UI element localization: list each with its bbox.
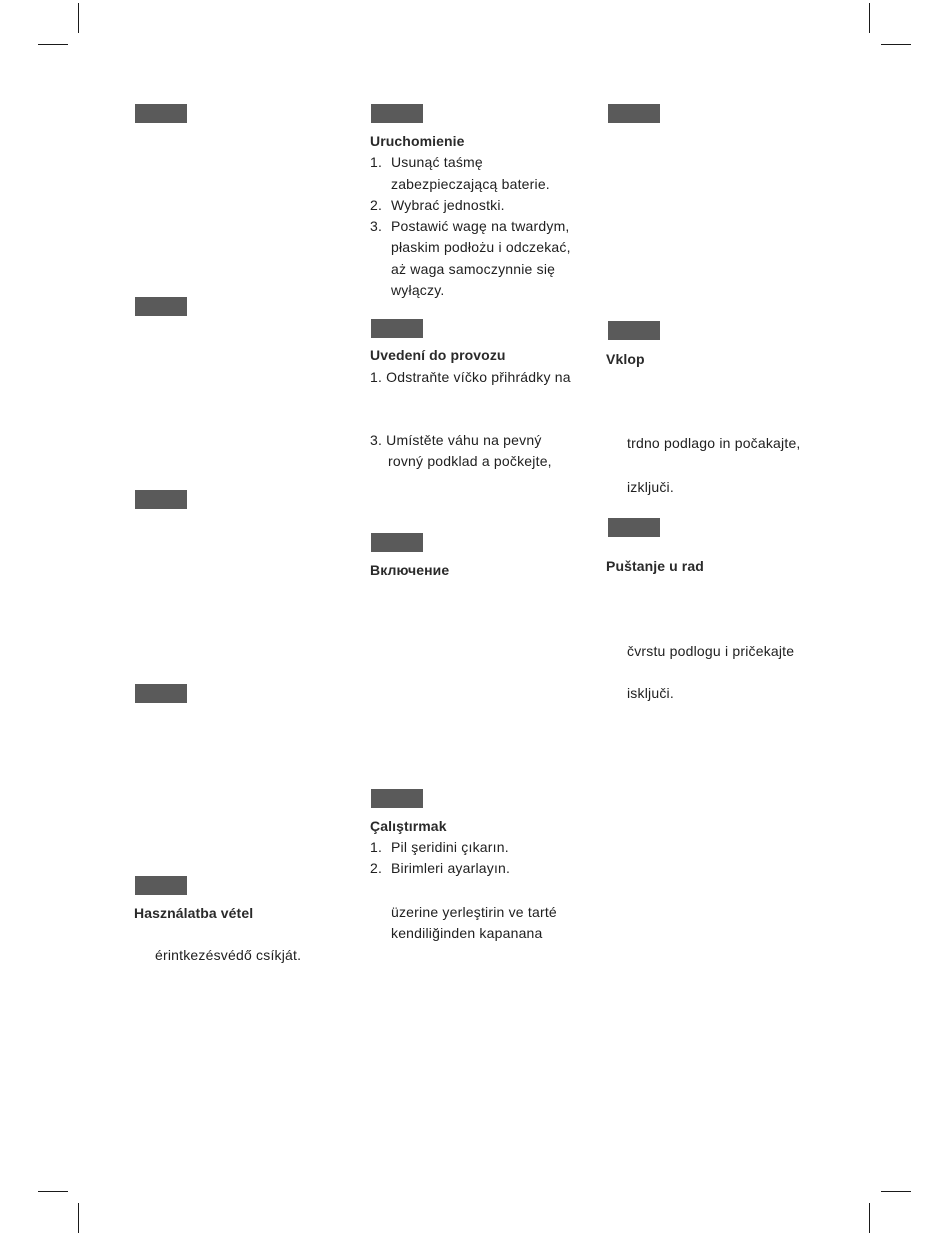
language-tab-marker — [135, 297, 187, 316]
tr-step-text: Birimleri ayarlayın. — [391, 860, 511, 876]
language-tab-marker — [371, 319, 423, 338]
language-tab-marker — [371, 789, 423, 808]
cs-text-line: 3. Umístěte váhu na pevný — [370, 432, 542, 448]
tr-step-number: 1. — [370, 839, 383, 855]
language-tab-marker — [135, 490, 187, 509]
pl-step-number: 3. — [370, 218, 383, 234]
pl-step-number: 1. — [370, 154, 383, 170]
pl-step-text: aż waga samoczynnie się — [391, 261, 556, 277]
language-tab-marker — [608, 104, 660, 123]
language-tab-marker — [371, 104, 423, 123]
cs-text-line: rovný podklad a počkejte, — [388, 453, 552, 469]
language-tab-marker — [608, 321, 660, 340]
language-tab-marker — [135, 684, 187, 703]
pl-step-text: zabezpieczającą baterie. — [391, 176, 550, 192]
sl-text-line: trdno podlago in počakajte, — [627, 435, 801, 451]
pl-step-text: Usunąć taśmę — [391, 154, 483, 170]
tr-heading: Çalıştırmak — [370, 818, 447, 834]
pl-step-text: wyłączy. — [391, 282, 445, 298]
crop-mark-bottom-left-horizontal — [38, 1191, 68, 1192]
language-tab-marker — [135, 104, 187, 123]
language-tab-marker — [608, 518, 660, 537]
hu-text-line: érintkezésvédő csíkját. — [155, 947, 302, 963]
cs-heading: Uvedení do provozu — [370, 347, 506, 363]
pl-step-number: 2. — [370, 197, 383, 213]
hu-heading: Használatba vétel — [134, 905, 254, 921]
hr-heading: Puštanje u rad — [606, 558, 704, 574]
pl-step — [370, 218, 570, 234]
pl-step — [370, 154, 483, 170]
pl-step — [370, 176, 550, 192]
sl-text-line: izključi. — [627, 479, 674, 495]
crop-mark-top-right-horizontal — [881, 44, 911, 45]
pl-heading: Uruchomienie — [370, 133, 465, 149]
crop-mark-top-left-horizontal — [38, 44, 68, 45]
crop-mark-bottom-right-vertical — [869, 1203, 870, 1233]
pl-step-text: Postawić wagę na twardym, — [391, 218, 570, 234]
pl-step — [370, 261, 555, 277]
tr-text-line: kendiliğinden kapanana — [391, 925, 543, 941]
tr-step-text: Pil şeridini çıkarın. — [391, 839, 509, 855]
tr-step — [370, 860, 510, 876]
hr-text-line: isključi. — [627, 685, 674, 701]
crop-mark-top-right-vertical — [869, 3, 870, 33]
ru-heading: Включение — [370, 562, 450, 578]
crop-mark-bottom-right-horizontal — [881, 1191, 911, 1192]
sl-heading: Vklop — [606, 351, 645, 367]
tr-text-line: üzerine yerleştirin ve tarté — [391, 904, 557, 920]
pl-step-text: Wybrać jednostki. — [391, 197, 505, 213]
pl-step-text: płaskim podłożu i odczekać, — [391, 239, 571, 255]
pl-step — [370, 197, 505, 213]
tr-step-number: 2. — [370, 860, 383, 876]
cs-text-line: 1. Odstraňte víčko přihrádky na — [370, 369, 571, 385]
hr-text-line: čvrstu podlogu i pričekajte — [627, 643, 795, 659]
pl-step — [370, 239, 571, 255]
pl-step — [370, 282, 444, 298]
crop-mark-bottom-left-vertical — [78, 1203, 79, 1233]
crop-mark-top-left-vertical — [78, 3, 79, 33]
language-tab-marker — [371, 533, 423, 552]
language-tab-marker — [135, 876, 187, 895]
tr-step — [370, 839, 509, 855]
